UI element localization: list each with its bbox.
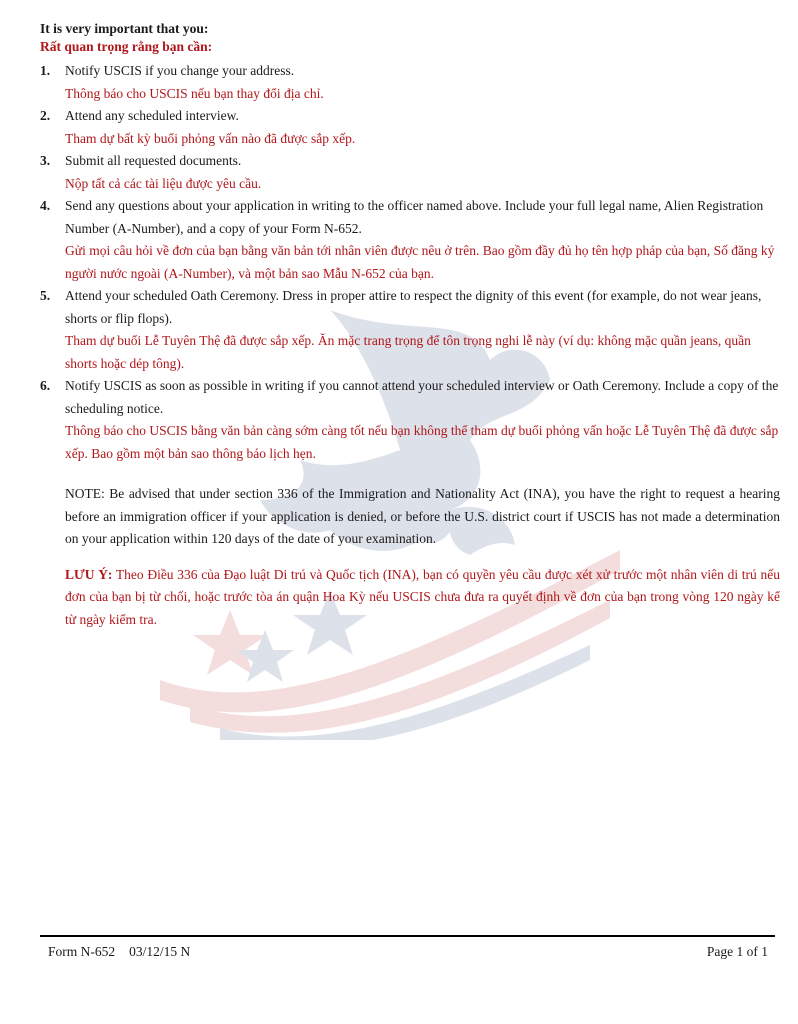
note-english: NOTE: Be advised that under section 336 of the Immigration and Nationality Act (INA), you have the right to request a hearing before an immigration officer if your application is denied, or before the U.S. district court if USCIS has not made a determination on your application within 120 days of the date of your examination. [65, 486, 780, 546]
footer-form-info [48, 944, 190, 960]
footer-divider [40, 935, 775, 937]
item-number: 3. [40, 153, 51, 168]
item-number: 1. [40, 63, 51, 78]
item-text-vietnamese: Tham dự bất kỳ buổi phỏng vấn nào đã được sắp xếp. [65, 130, 356, 146]
footer-form-name: Form N-652 [48, 944, 116, 959]
item-text-vietnamese: Gửi mọi câu hỏi về đơn của bạn bằng văn bản tới nhân viên được nêu ở trên. Bao gồm đầy đủ họ tên hợp pháp của bạn, Số đăng ký người nước ngoài (A-Number), và một bản sao Mẫu N-652 của bạn. [65, 243, 775, 281]
item-number: 2. [40, 108, 51, 123]
item-number: 4. [40, 198, 51, 213]
item-text-vietnamese: Thông báo cho USCIS nếu bạn thay đổi địa chỉ. [65, 85, 324, 101]
note-vietnamese-label: LƯU Ý: [65, 566, 113, 582]
heading-vietnamese: Rất quan trọng rằng bạn cần: [40, 39, 213, 54]
note-vietnamese [65, 564, 780, 632]
note-vietnamese-text: Theo Điều 336 của Đạo luật Di trú và Quốc tịch (INA), bạn có quyền yêu cầu được xét xử trước một nhân viên di trú nếu đơn của bạn bị từ chối, hoặc trước tòa án quận Hoa Kỳ nếu USCIS chưa đưa ra quyết định về đơn của bạn trong vòng 120 ngày kể từ ngày kiểm tra. [65, 566, 780, 627]
list-item-1 [40, 60, 780, 105]
heading-english: It is very important that you: [40, 21, 209, 36]
item-text-english: Attend any scheduled interview. [65, 108, 239, 123]
document-body [40, 20, 780, 631]
item-text-english: Submit all requested documents. [65, 153, 242, 168]
list-item-6 [40, 375, 780, 465]
footer-form-date: 03/12/15 N [129, 944, 191, 959]
item-number: 6. [40, 378, 51, 393]
item-text-vietnamese: Tham dự buổi Lễ Tuyên Thệ đã được sắp xếp. Ăn mặc trang trọng để tôn trọng nghi lễ này (ví dụ: không mặc quần jeans, quần shorts hoặc dép tông). [65, 333, 751, 371]
list-item-5 [40, 285, 780, 375]
footer-page-number: Page 1 of 1 [706, 944, 768, 959]
item-text-english: Attend your scheduled Oath Ceremony. Dress in proper attire to respect the dignity of this event (for example, do not wear jeans, shorts or flip flops). [65, 288, 762, 326]
item-text-english: Notify USCIS as soon as possible in writing if you cannot attend your scheduled interview or Oath Ceremony. Include a copy of the scheduling notice. [65, 378, 779, 416]
item-text-vietnamese: Thông báo cho USCIS bằng văn bản càng sớm càng tốt nếu bạn không thể tham dự buổi phỏng vấn hoặc Lễ Tuyên Thệ đã được sắp xếp. Bao gồm một bản sao thông báo lịch hẹn. [65, 423, 779, 461]
item-text-vietnamese: Nộp tất cả các tài liệu được yêu cầu. [65, 175, 262, 191]
item-text-english: Send any questions about your application in writing to the officer named above. Include your full legal name, Alien Registration Number (A-Number), and a copy of your Form N-652. [65, 198, 764, 236]
list-item-2 [40, 105, 780, 150]
list-item-3 [40, 150, 780, 195]
watermark-text: CONG DO [398, 593, 496, 650]
list-item-4 [40, 195, 780, 285]
item-number: 5. [40, 288, 51, 303]
item-text-english: Notify USCIS if you change your address. [65, 63, 295, 78]
